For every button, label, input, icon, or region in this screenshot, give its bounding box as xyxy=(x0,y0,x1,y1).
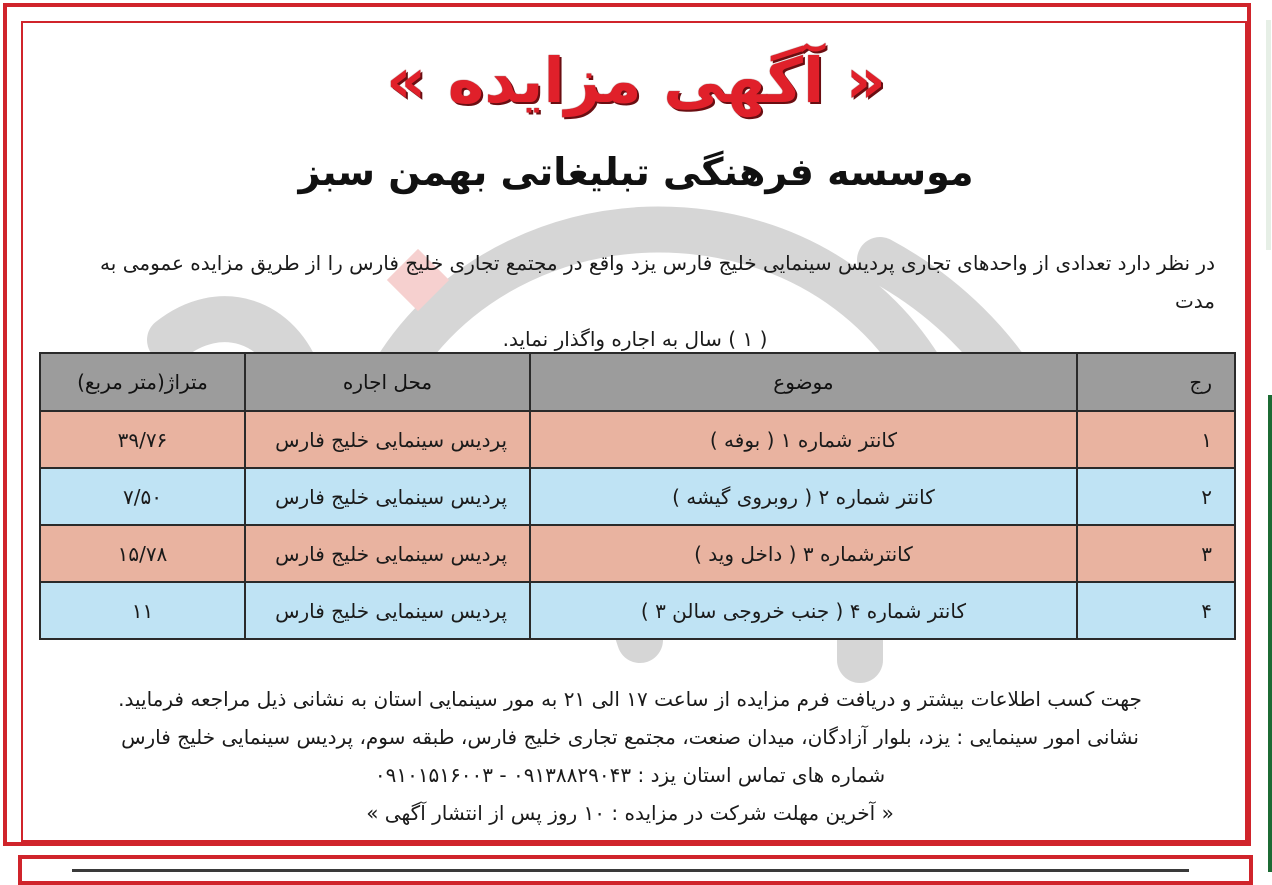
row-location: پردیس سینمایی خلیج فارس xyxy=(245,411,530,468)
phones-line: شماره های تماس استان یزد : ۰۹۱۳۸۸۲۹۰۴۳ - ۰۹۱۰۱۵۱۶۰۰۳ xyxy=(374,763,886,787)
address-line: نشانی امور سینمایی : یزد، بلوار آزادگان، میدان صنعت، مجتمع تجاری خلیج فارس، طبقه سوم، پردیس سینمایی خلیج فارس xyxy=(121,725,1139,749)
row-index: ۱ xyxy=(1077,411,1235,468)
row-location: پردیس سینمایی خلیج فارس xyxy=(245,582,530,639)
organization-name: موسسه فرهنگی تبلیغاتی بهمن سبز xyxy=(298,150,974,194)
auction-table xyxy=(39,352,1236,640)
row-index: ۴ xyxy=(1077,582,1235,639)
row-location: پردیس سینمایی خلیج فارس xyxy=(245,525,530,582)
row-subject: کانتر شماره ۴ ( جنب خروجی سالن ۳ ) xyxy=(530,582,1077,639)
table-row xyxy=(40,411,1235,468)
row-area: ۷/۵۰ xyxy=(40,468,245,525)
row-index: ۲ xyxy=(1077,468,1235,525)
row-subject: کانتر شماره ۱ ( بوفه ) xyxy=(530,411,1077,468)
intro-line-2: ( ۱ ) سال به اجاره واگذار نماید. xyxy=(502,327,768,351)
table-row xyxy=(40,582,1235,639)
notice-title: « آگهی مزایده » xyxy=(386,44,886,117)
table-row xyxy=(40,468,1235,525)
row-index: ۳ xyxy=(1077,525,1235,582)
row-area: ۳۹/۷۶ xyxy=(40,411,245,468)
deadline-line: « آخرین مهلت شرکت در مزایده : ۱۰ روز پس از انتشار آگهی » xyxy=(366,801,894,825)
row-location: پردیس سینمایی خلیج فارس xyxy=(245,468,530,525)
footer-info xyxy=(100,680,1160,832)
intro-line-1: در نظر دارد تعدادی از واحدهای تجاری پردیس سینمایی خلیج فارس یزد واقع در مجتمع تجاری خلیج فارس را از طریق مزایده عمومی به مدت xyxy=(100,251,1215,313)
info-line: جهت کسب اطلاعات بیشتر و دریافت فرم مزایده از ساعت ۱۷ الی ۲۱ به مور سینمایی استان به نشانی ذیل مراجعه فرمایید. xyxy=(118,687,1142,711)
row-subject: کانترشماره ۳ ( داخل وید ) xyxy=(530,525,1077,582)
table-header-row xyxy=(40,353,1235,411)
header-index: رج xyxy=(1077,353,1235,411)
row-subject: کانتر شماره ۲ ( روبروی گیشه ) xyxy=(530,468,1077,525)
intro-paragraph xyxy=(55,244,1215,358)
row-area: ۱۱ xyxy=(40,582,245,639)
table-row xyxy=(40,525,1235,582)
header-location: محل اجاره xyxy=(245,353,530,411)
header-subject: موضوع xyxy=(530,353,1077,411)
row-area: ۱۵/۷۸ xyxy=(40,525,245,582)
header-area: متراژ(متر مربع) xyxy=(40,353,245,411)
